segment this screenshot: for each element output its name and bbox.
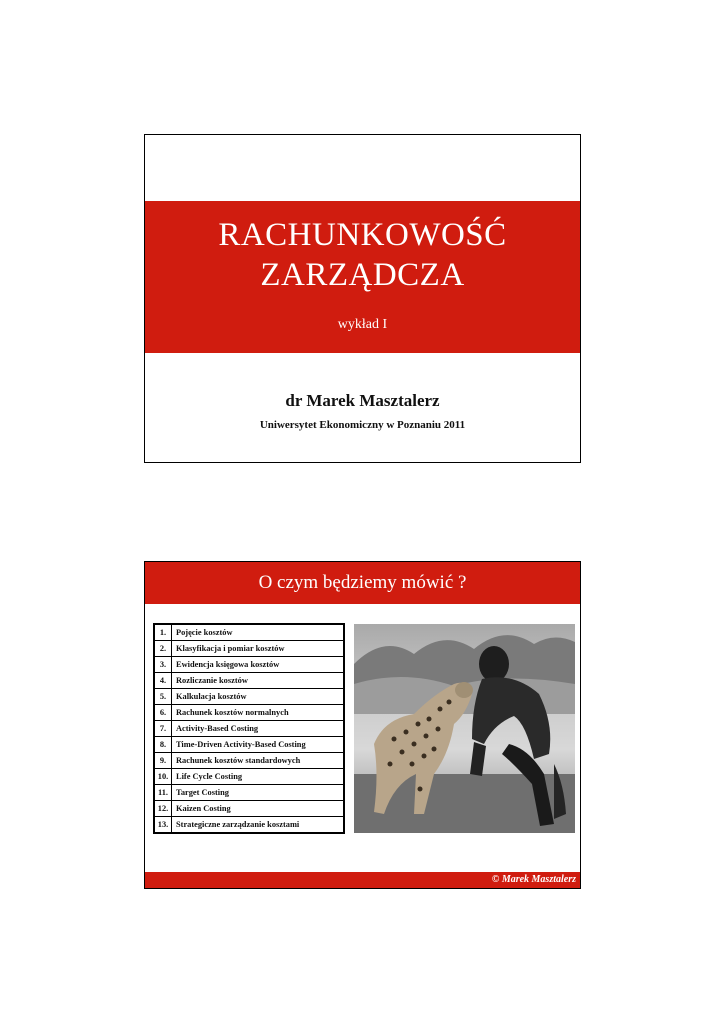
agenda-row	[154, 737, 344, 753]
slide-title	[145, 215, 580, 295]
agenda-item-number: 13.	[154, 817, 172, 834]
agenda-item-number: 8.	[154, 737, 172, 753]
agenda-slide	[144, 561, 581, 889]
title-line-2: ZARZĄDCZA	[260, 257, 465, 293]
slide-footer: © Marek Masztalerz	[145, 872, 580, 888]
agenda-item-number: 2.	[154, 641, 172, 657]
agenda-item-label: Rozliczanie kosztów	[172, 673, 345, 689]
agenda-item-label: Pojęcie kosztów	[172, 624, 345, 641]
agenda-item-label: Rachunek kosztów standardowych	[172, 753, 345, 769]
agenda-item-number: 1.	[154, 624, 172, 641]
agenda-item-label: Life Cycle Costing	[172, 769, 345, 785]
agenda-item-number: 3.	[154, 657, 172, 673]
agenda-item-number: 11.	[154, 785, 172, 801]
agenda-table	[153, 623, 345, 834]
agenda-item-label: Klasyfikacja i pomiar kosztów	[172, 641, 345, 657]
agenda-row	[154, 689, 344, 705]
author-name: dr Marek Masztalerz	[285, 391, 440, 410]
agenda-item-label: Kaizen Costing	[172, 801, 345, 817]
agenda-item-label: Strategiczne zarządzanie kosztami	[172, 817, 345, 834]
title-band	[145, 201, 580, 353]
agenda-row	[154, 753, 344, 769]
agenda-item-number: 7.	[154, 721, 172, 737]
agenda-item-number: 10.	[154, 769, 172, 785]
agenda-item-number: 6.	[154, 705, 172, 721]
agenda-row	[154, 673, 344, 689]
title-line-1: RACHUNKOWOŚĆ	[218, 217, 507, 253]
agenda-row	[154, 817, 344, 834]
agenda-row	[154, 785, 344, 801]
agenda-row	[154, 624, 344, 641]
author-affiliation: Uniwersytet Ekonomiczny w Poznaniu 2011	[259, 419, 466, 431]
agenda-item-number: 12.	[154, 801, 172, 817]
photo-illustration-icon	[354, 624, 575, 833]
agenda-row	[154, 641, 344, 657]
agenda-item-label: Rachunek kosztów normalnych	[172, 705, 345, 721]
agenda-item-label: Target Costing	[172, 785, 345, 801]
agenda-item-label: Time-Driven Activity-Based Costing	[172, 737, 345, 753]
title-slide	[144, 134, 581, 463]
agenda-item-number: 9.	[154, 753, 172, 769]
agenda-header: O czym będziemy mówić ?	[145, 562, 580, 604]
agenda-row	[154, 769, 344, 785]
cheetah-and-runner-photo	[354, 624, 575, 833]
agenda-item-number: 4.	[154, 673, 172, 689]
agenda-row	[154, 657, 344, 673]
slide-subtitle: wykład I	[337, 317, 388, 332]
agenda-item-label: Kalkulacja kosztów	[172, 689, 345, 705]
agenda-row	[154, 705, 344, 721]
agenda-item-label: Activity-Based Costing	[172, 721, 345, 737]
agenda-row	[154, 801, 344, 817]
agenda-row	[154, 721, 344, 737]
agenda-item-number: 5.	[154, 689, 172, 705]
agenda-item-label: Ewidencja księgowa kosztów	[172, 657, 345, 673]
